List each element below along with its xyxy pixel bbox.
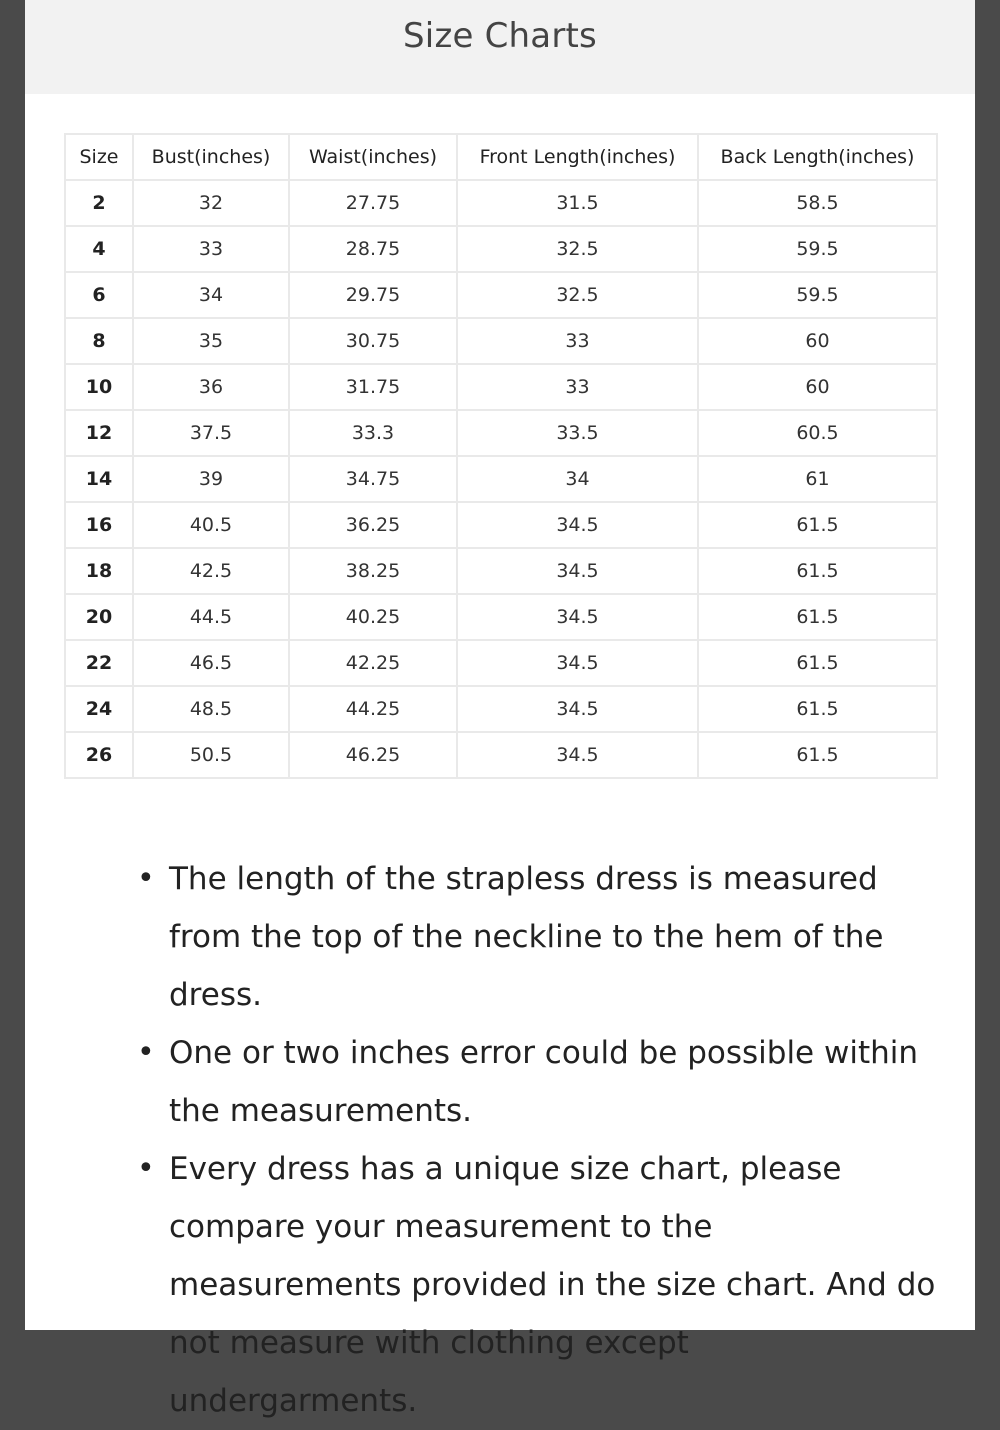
table-row [65, 732, 937, 778]
column-header-back-length: Back Length(inches) [698, 134, 937, 180]
notes-list [137, 850, 937, 1430]
cell-bust: 42.5 [133, 548, 289, 594]
cell-size: 8 [65, 318, 133, 364]
table-row [65, 502, 937, 548]
cell-back-length: 59.5 [698, 226, 937, 272]
table-row [65, 272, 937, 318]
note-text: Every dress has a unique size chart, please compare your measurement to the measurements provided in the size chart. And do not measure with clothing except undergarments. [169, 1151, 936, 1419]
cell-bust: 35 [133, 318, 289, 364]
table-row [65, 226, 937, 272]
cell-size: 6 [65, 272, 133, 318]
cell-waist: 40.25 [289, 594, 457, 640]
cell-front-length: 34.5 [457, 594, 698, 640]
column-header-front-length: Front Length(inches) [457, 134, 698, 180]
cell-front-length: 33 [457, 318, 698, 364]
cell-back-length: 58.5 [698, 180, 937, 226]
table-row [65, 594, 937, 640]
cell-waist: 44.25 [289, 686, 457, 732]
cell-waist: 34.75 [289, 456, 457, 502]
cell-size: 18 [65, 548, 133, 594]
size-table [64, 133, 938, 779]
cell-back-length: 60 [698, 318, 937, 364]
cell-back-length: 61 [698, 456, 937, 502]
cell-size: 4 [65, 226, 133, 272]
cell-waist: 29.75 [289, 272, 457, 318]
cell-back-length: 59.5 [698, 272, 937, 318]
cell-bust: 36 [133, 364, 289, 410]
table-row [65, 640, 937, 686]
table-header-row [65, 134, 937, 180]
cell-front-length: 32.5 [457, 272, 698, 318]
cell-bust: 33 [133, 226, 289, 272]
bullet-icon: • [137, 1035, 155, 1070]
cell-back-length: 61.5 [698, 548, 937, 594]
cell-front-length: 32.5 [457, 226, 698, 272]
table-row [65, 686, 937, 732]
table-row [65, 548, 937, 594]
cell-bust: 34 [133, 272, 289, 318]
table-row [65, 410, 937, 456]
cell-front-length: 33.5 [457, 410, 698, 456]
note-item [137, 1024, 937, 1140]
cell-waist: 46.25 [289, 732, 457, 778]
cell-bust: 40.5 [133, 502, 289, 548]
cell-waist: 27.75 [289, 180, 457, 226]
cell-bust: 44.5 [133, 594, 289, 640]
cell-size: 16 [65, 502, 133, 548]
cell-size: 14 [65, 456, 133, 502]
table-row [65, 456, 937, 502]
cell-waist: 42.25 [289, 640, 457, 686]
bullet-icon: • [137, 1151, 155, 1186]
cell-size: 22 [65, 640, 133, 686]
cell-back-length: 61.5 [698, 686, 937, 732]
cell-waist: 28.75 [289, 226, 457, 272]
cell-back-length: 61.5 [698, 640, 937, 686]
cell-waist: 38.25 [289, 548, 457, 594]
cell-front-length: 34.5 [457, 686, 698, 732]
cell-bust: 39 [133, 456, 289, 502]
note-item [137, 1140, 937, 1430]
cell-size: 26 [65, 732, 133, 778]
table-row [65, 364, 937, 410]
note-text: The length of the strapless dress is measured from the top of the neckline to the hem of the dress. [169, 861, 884, 1013]
cell-waist: 36.25 [289, 502, 457, 548]
cell-back-length: 60.5 [698, 410, 937, 456]
cell-size: 2 [65, 180, 133, 226]
table-row [65, 318, 937, 364]
cell-waist: 30.75 [289, 318, 457, 364]
cell-waist: 33.3 [289, 410, 457, 456]
note-item [137, 850, 937, 1024]
table-row [65, 180, 937, 226]
header-bar [25, 0, 975, 94]
cell-size: 24 [65, 686, 133, 732]
cell-back-length: 61.5 [698, 732, 937, 778]
cell-front-length: 34.5 [457, 502, 698, 548]
cell-size: 10 [65, 364, 133, 410]
cell-bust: 37.5 [133, 410, 289, 456]
column-header-size: Size [65, 134, 133, 180]
column-header-bust: Bust(inches) [133, 134, 289, 180]
size-chart-page [25, 0, 975, 1419]
cell-bust: 32 [133, 180, 289, 226]
cell-back-length: 61.5 [698, 594, 937, 640]
cell-back-length: 60 [698, 364, 937, 410]
cell-size: 12 [65, 410, 133, 456]
cell-front-length: 31.5 [457, 180, 698, 226]
cell-back-length: 61.5 [698, 502, 937, 548]
cell-front-length: 34.5 [457, 640, 698, 686]
cell-bust: 50.5 [133, 732, 289, 778]
cell-size: 20 [65, 594, 133, 640]
cell-bust: 48.5 [133, 686, 289, 732]
bullet-icon: • [137, 861, 155, 896]
cell-waist: 31.75 [289, 364, 457, 410]
cell-front-length: 34 [457, 456, 698, 502]
cell-front-length: 34.5 [457, 732, 698, 778]
cell-front-length: 34.5 [457, 548, 698, 594]
cell-bust: 46.5 [133, 640, 289, 686]
cell-front-length: 33 [457, 364, 698, 410]
page-title: Size Charts [403, 16, 597, 56]
note-text: One or two inches error could be possible within the measurements. [169, 1035, 919, 1129]
column-header-waist: Waist(inches) [289, 134, 457, 180]
